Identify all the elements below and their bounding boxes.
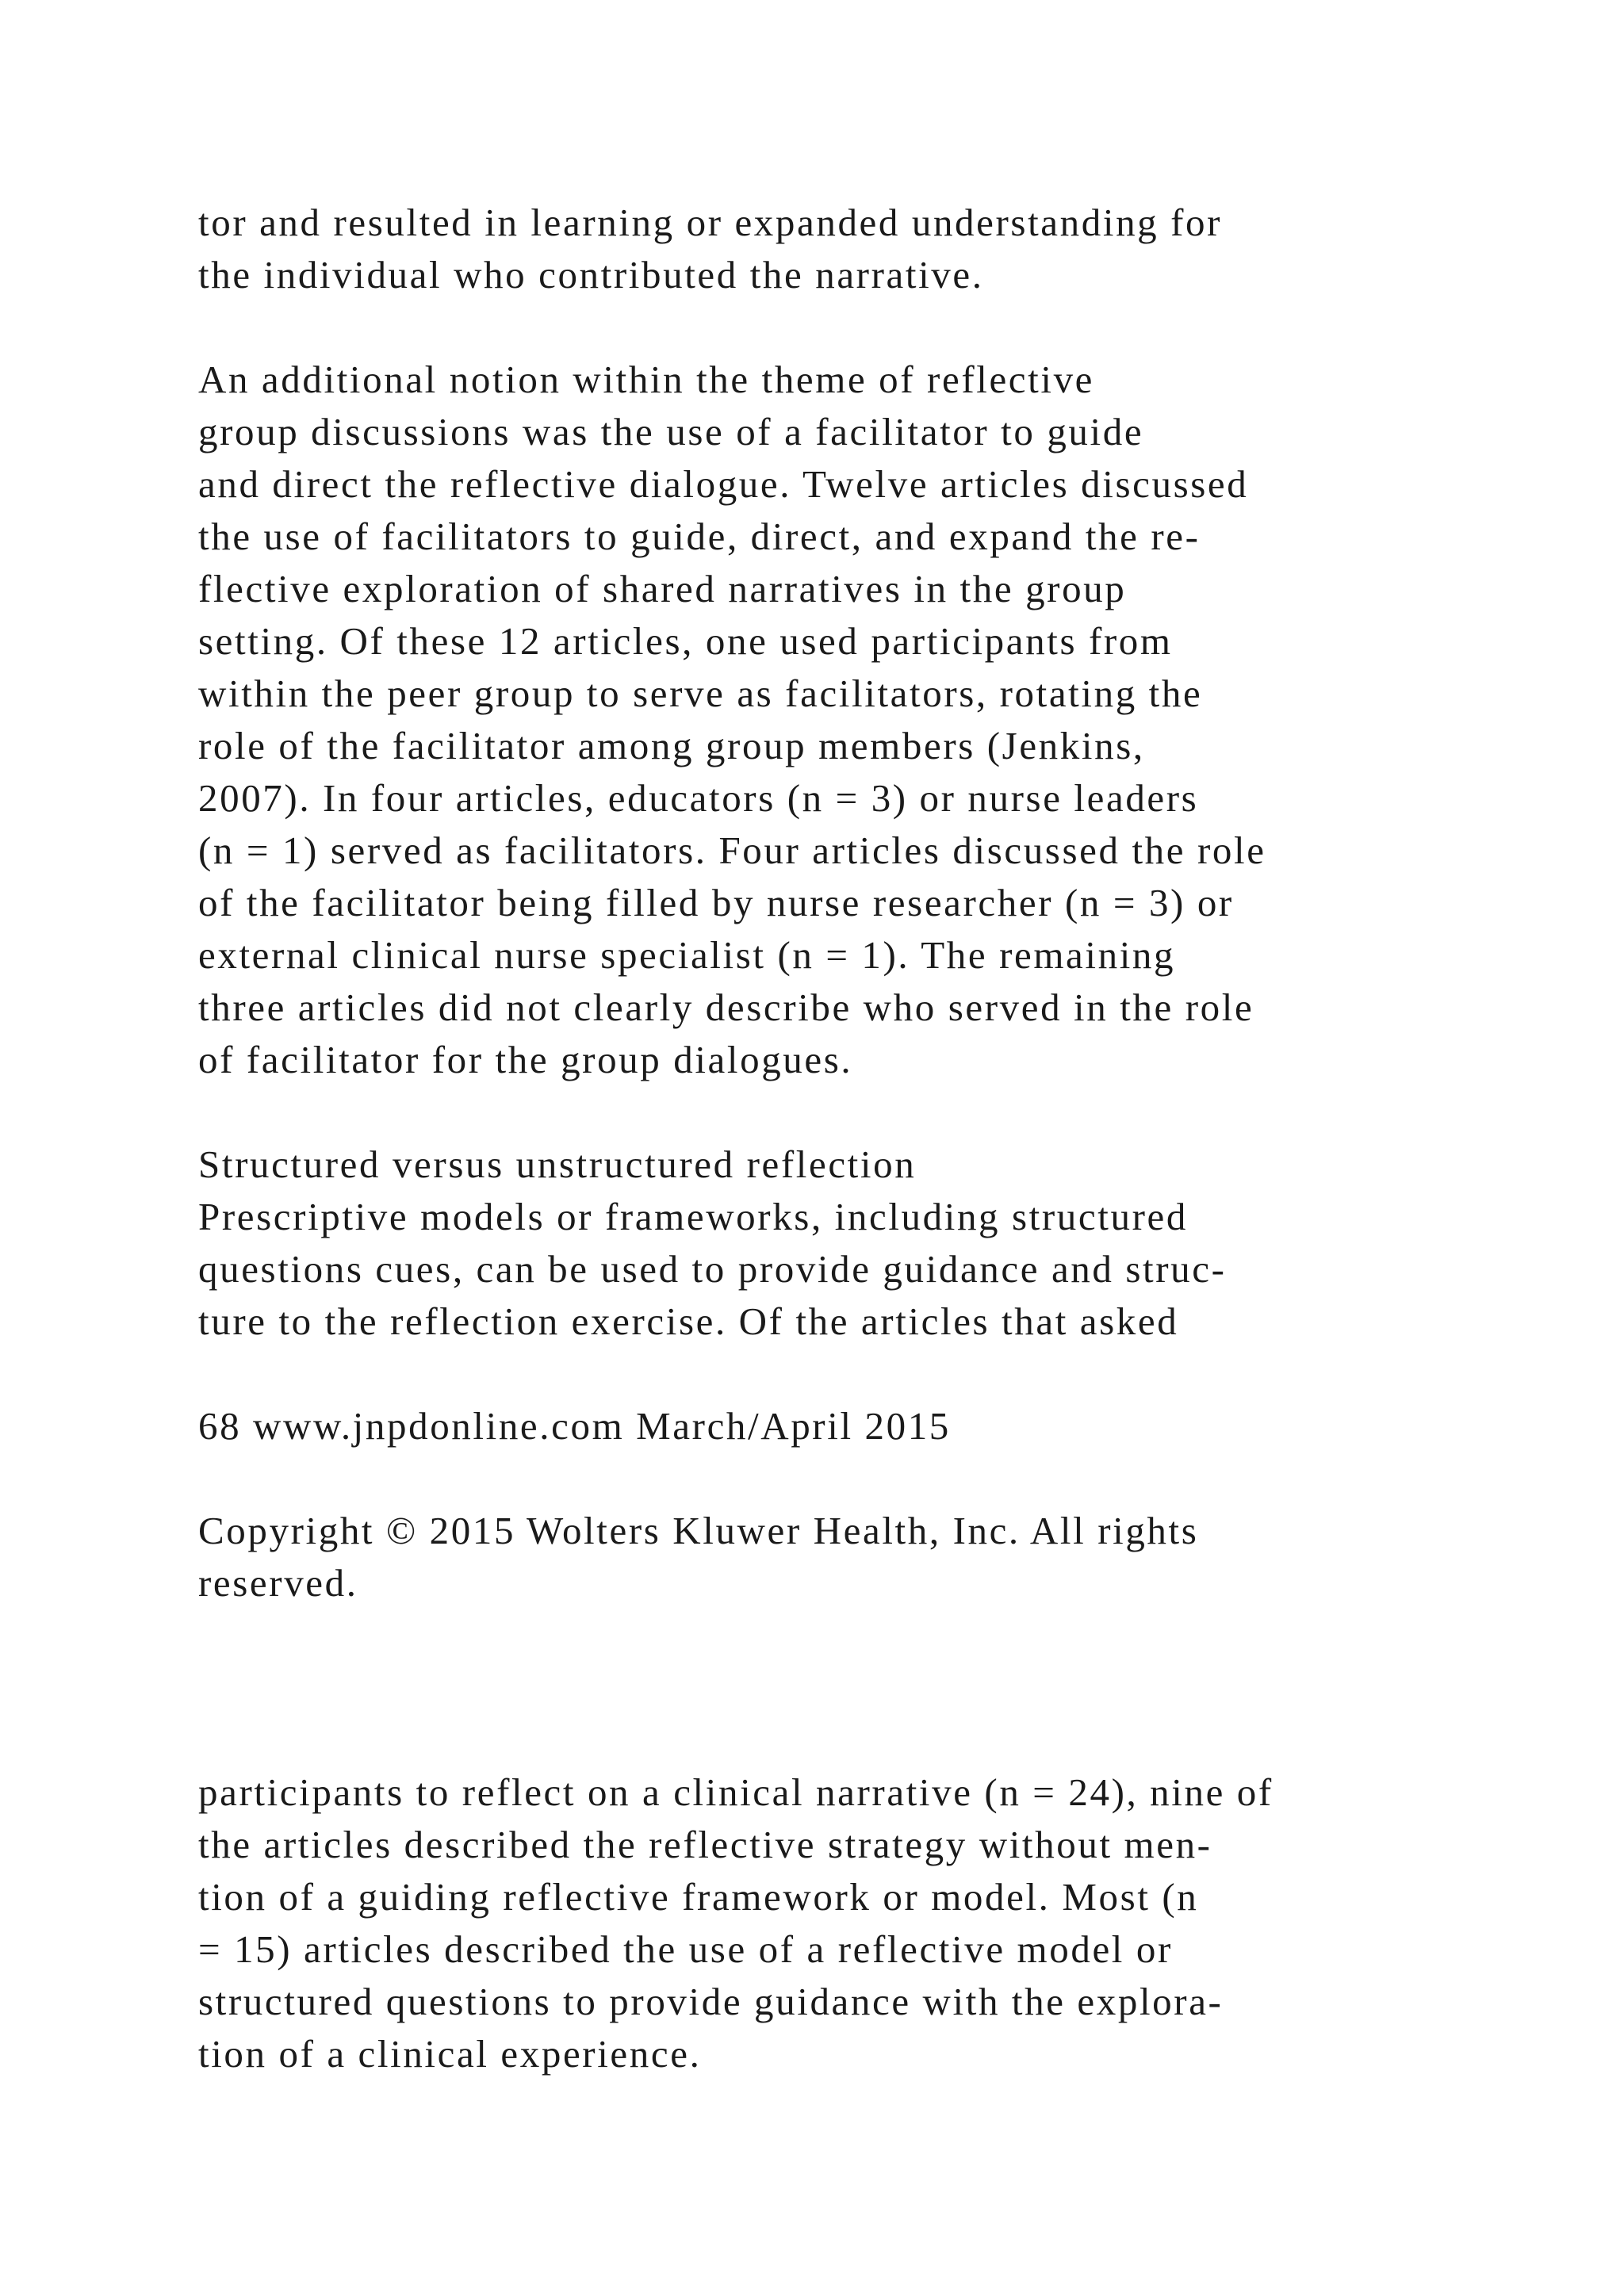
text-line: flective exploration of shared narratives in the group	[198, 567, 1127, 610]
text-line: the use of facilitators to guide, direct, and expand the re-	[198, 515, 1201, 558]
text-line: within the peer group to serve as facilitators, rotating the	[198, 672, 1203, 715]
section-structured-reflection	[198, 1138, 1435, 1348]
text-line: group discussions was the use of a facilitator to guide	[198, 410, 1144, 453]
copyright-notice	[198, 1505, 1435, 1609]
text-line: ture to the reflection exercise. Of the articles that asked	[198, 1299, 1179, 1343]
text-line: Copyright © 2015 Wolters Kluwer Health, Inc. All rights	[198, 1509, 1199, 1552]
paragraph-facilitators	[198, 354, 1435, 1086]
text-line: of facilitator for the group dialogues.	[198, 1038, 853, 1081]
text-line: role of the facilitator among group members (Jenkins,	[198, 724, 1145, 767]
text-line: external clinical nurse specialist (n = 1). The remaining	[198, 933, 1176, 977]
text-line: questions cues, can be used to provide guidance and struc-	[198, 1247, 1227, 1291]
paragraph-continuation	[198, 197, 1435, 301]
text-line: reserved.	[198, 1561, 358, 1605]
text-line: structured questions to provide guidance with the explora-	[198, 1980, 1224, 2023]
text-line: setting. Of these 12 articles, one used participants from	[198, 619, 1173, 663]
text-line: tion of a guiding reflective framework or model. Most (n	[198, 1875, 1199, 1919]
page-footer	[198, 1400, 1435, 1452]
text-line: (n = 1) served as facilitators. Four articles discussed the role	[198, 828, 1266, 872]
document-page	[198, 197, 1435, 2080]
paragraph-narrative-frameworks	[198, 1766, 1435, 2080]
section-heading: Structured versus unstructured reflection	[198, 1142, 917, 1186]
footer-text: 68 www.jnpdonline.com March/April 2015	[198, 1404, 951, 1448]
text-line: and direct the reflective dialogue. Twelve articles discussed	[198, 462, 1249, 506]
text-line: of the facilitator being filled by nurse researcher (n = 3) or	[198, 881, 1234, 924]
text-line: An additional notion within the theme of reflective	[198, 358, 1095, 401]
text-line: Prescriptive models or frameworks, including structured	[198, 1195, 1188, 1238]
text-line: tion of a clinical experience.	[198, 2032, 702, 2076]
text-line: participants to reflect on a clinical narrative (n = 24), nine of	[198, 1770, 1274, 1814]
text-line: the individual who contributed the narrative.	[198, 253, 984, 297]
text-line: the articles described the reflective strategy without men-	[198, 1823, 1212, 1866]
text-line: three articles did not clearly describe who served in the role	[198, 985, 1254, 1029]
text-line: tor and resulted in learning or expanded understanding for	[198, 201, 1223, 244]
text-line: 2007). In four articles, educators (n = 3) or nurse leaders	[198, 776, 1199, 820]
text-line: = 15) articles described the use of a reflective model or	[198, 1927, 1173, 1971]
